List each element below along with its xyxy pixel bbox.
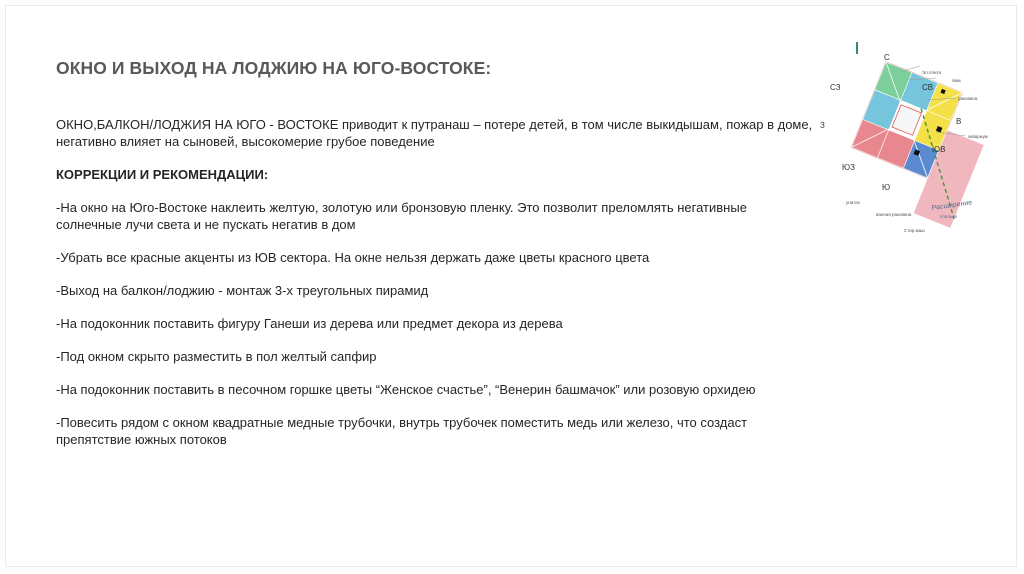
dir-label-n: С	[884, 53, 890, 62]
body-paragraph-pyramids: -Выход на балкон/лоджию - монтаж 3-х треугольных пирамид	[56, 283, 429, 298]
label-akvarium: аквариум	[968, 134, 988, 139]
label-el-plita: Эл.плита	[922, 70, 942, 75]
label-rakovina: раковина	[958, 96, 978, 101]
label-expansion-sub: спальня	[940, 214, 958, 219]
body-paragraph-flowers: -На подоконник поставить в песочном горшке цветы “Женское счастье”, “Венерин башмачок” или розовую орхидею	[56, 382, 756, 397]
body-paragraph-sapphire: -Под окном скрыто разместить в пол желтый сапфир	[56, 349, 377, 364]
dir-label-ne: СВ	[922, 83, 934, 92]
body-paragraph-intro: ОКНО,БАЛКОН/ЛОДЖИЯ НА ЮГО - ВОСТОКЕ приводит к путранаш – потере детей, в том числе выкидышам, пожар в доме, негативно влияет на сыновей, высокомерие грубое поведение	[56, 117, 813, 149]
body-paragraph-ganesha: -На подоконник поставить фигуру Ганеши из дерева или предмет декора из дерева	[56, 316, 563, 331]
dir-label-se: ЮВ	[932, 145, 946, 154]
body-heading-corrections: КОРРЕКЦИИ И РЕКОМЕНДАЦИИ:	[56, 167, 269, 182]
body-paragraph-red-accents: -Убрать все красные акценты из ЮВ сектора. На окне нельзя держать даже цветы красного цвета	[56, 250, 650, 265]
slide-body	[56, 116, 816, 464]
body-paragraph-film: -На окно на Юго-Востоке наклеить желтую, золотую или бронзовую пленку. Это позволит преломлять негативные солнечные лучи света и не пускать негатив в дом	[56, 200, 747, 232]
slide-title: ОКНО И ВЫХОД НА ЛОДЖИЮ НА ЮГО-ВОСТОКЕ:	[56, 58, 492, 78]
dir-label-nw: СЗ	[830, 83, 841, 92]
dir-label-w: З	[820, 121, 825, 130]
label-vannaya: ванная раковина	[876, 212, 912, 217]
dir-label-e: В	[956, 117, 962, 126]
label-pmm: пмм	[952, 78, 961, 83]
label-stir-mash: Стир.маш	[904, 228, 925, 233]
floor-plan-diagram	[816, 40, 1012, 252]
dir-label-sw: ЮЗ	[842, 163, 855, 172]
label-expansion: Расширение	[931, 199, 973, 212]
dir-label-s: Ю	[882, 183, 891, 192]
label-unitaz: унитаз	[846, 200, 860, 205]
body-paragraph-copper-tubes: -Повесить рядом с окном квадратные медные трубочки, внутрь трубочек поместить медь или железо, что создаст препятствие южных потоков	[56, 415, 748, 447]
